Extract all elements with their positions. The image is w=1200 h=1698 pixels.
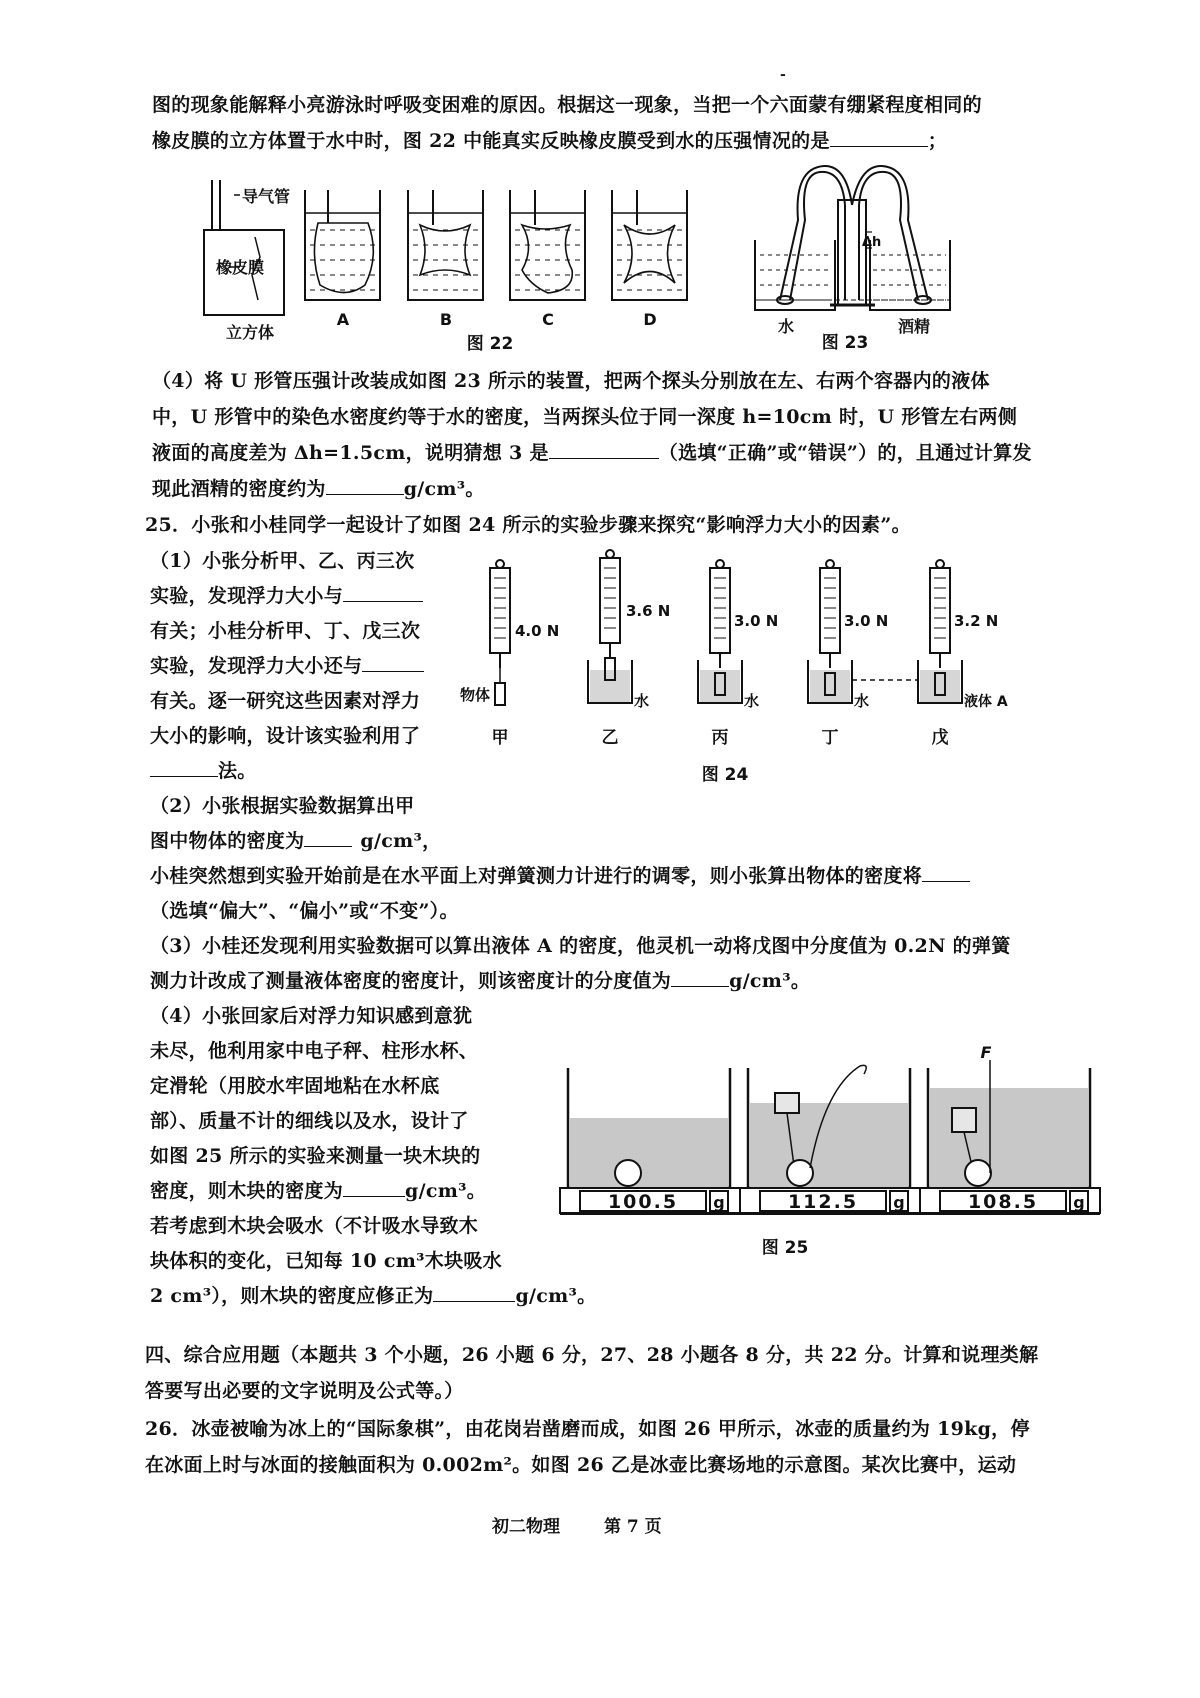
unit-text: g/cm³。 [403,478,485,500]
liquid-label-ding: 水 [854,692,870,710]
answer-blank[interactable] [671,968,729,987]
answer-blank[interactable] [150,758,218,777]
paragraph-line: 图的现象能解释小亮游泳时呼吸变困难的原因。根据这一现象，当把一个六面蒙有绷紧程度相同的 [152,94,982,116]
scale-unit-2: g [893,1193,905,1212]
paragraph-line [152,440,1032,466]
paragraph-line: 未尽，他利用家中电子秤、柱形水杯、 [150,1040,479,1062]
paragraph-line [150,1283,596,1309]
scale-unit-1: g [713,1193,725,1212]
footer-subject: 初二物理 [492,1517,560,1537]
cube-label: 立方体 [226,323,275,342]
meter-yi [588,550,632,703]
unit-text: g/cm³。 [515,1285,597,1307]
paragraph-line: 26．冰壶被喻为冰上的“国际象棋”，由花岗岩凿磨而成，如图 26 甲所示，冰壶的质量约为 19kg，停 [145,1418,1030,1440]
option-label-a: A [336,310,350,329]
question-text: 图中物体的密度为 [150,830,305,852]
paragraph-line [150,828,441,854]
answer-blank[interactable] [922,863,970,882]
paragraph-line [150,863,970,889]
paragraph-line: （选填“偏大”、“偏小”或“不变”）。 [150,900,459,922]
paragraph-line [150,583,423,609]
reading-yi: 3.6 N [626,602,671,620]
figure-23-caption: 图 23 [821,333,869,353]
section-heading: 答要写出必要的文字说明及公式等。） [145,1380,464,1402]
figure-22-caption: 图 22 [466,334,514,354]
paragraph-line: （1）小张分析甲、乙、丙三次 [150,550,415,572]
sublabel-bing: 丙 [711,728,729,748]
liquid-label-bing: 水 [744,692,760,710]
sublabel-jia: 甲 [491,728,509,748]
paragraph-line: 若考虑到木块会吸水（不计吸水导致木 [150,1215,479,1237]
question-text: 橡皮膜的立方体置于水中时，图 22 中能真实反映橡皮膜受到水的压强情况的是 [152,130,830,152]
option-label-c: C [542,310,554,329]
scale-reading-2: 112.5 [787,1191,859,1213]
question-text: 密度，则木块的密度为 [150,1180,344,1202]
answer-blank[interactable] [830,128,928,147]
paragraph-line: （3）小桂还发现利用实验数据可以算出液体 A 的密度，他灵机一动将戊图中分度值为 0.2N 的弹簧 [150,935,1011,957]
question-text: 实验，发现浮力大小还与 [150,655,363,677]
section-heading: 四、综合应用题（本题共 3 个小题，26 小题 6 分，27、28 小题各 8 分，共 22 分。计算和说理类解 [145,1344,1039,1366]
question-text: 2 cm³），则木块的密度应修正为 [150,1285,434,1307]
paragraph-line: 定滑轮（用胶水牢固地粘在水杯底 [150,1075,440,1097]
reading-ding: 3.0 N [844,612,889,630]
answer-blank[interactable] [326,476,404,495]
question-text: 现此酒精的密度约为 [152,478,326,500]
meter-jia [490,560,510,705]
scale-reading-1: 100.5 [607,1191,679,1213]
answer-blank[interactable] [433,1283,515,1302]
paragraph-line [152,476,485,502]
right-liquid-label: 酒精 [898,317,931,336]
question-text: 测力计改成了测量液体密度的密度计，则该密度计的分度值为 [150,970,672,992]
sublabel-ding: 丁 [821,728,839,748]
paragraph-line: 在冰面上时与冰面的接触面积为 0.002m²。如图 26 乙是冰壶比赛场地的示意图。某次比赛中，运动 [145,1454,1017,1476]
question-text: 液面的高度差为 Δh=1.5cm，说明猜想 3 是 [152,442,549,464]
paragraph-line: 如图 25 所示的实验来测量一块木块的 [150,1145,481,1167]
top-mark: - [780,67,787,83]
footer-page: 第 7 页 [604,1517,662,1537]
paragraph-line: （4）小张回家后对浮力知识感到意犹 [150,1005,473,1027]
tube-label: 导气管 [242,187,291,206]
object-label: 物体 [460,686,491,704]
paragraph-line: 部）、质量不计的细线以及水，设计了 [150,1110,469,1132]
paragraph-line: 大小的影响，设计该实验利用了 [150,725,421,747]
option-label-b: B [439,310,453,329]
reading-wu: 3.2 N [954,612,999,630]
paragraph-line [150,653,424,679]
paragraph-line: （2）小张根据实验数据算出甲 [150,795,415,817]
figure-25 [560,1043,1120,1278]
figure-23 [750,160,960,355]
paragraph-line [150,758,257,784]
answer-blank[interactable] [304,828,352,847]
beaker-c [510,190,585,300]
reading-bing: 3.0 N [734,612,779,630]
unit-text: g/cm³。 [729,970,811,992]
liquid-label-wu: 液体 A [964,694,1008,710]
beaker-d [612,190,687,300]
paragraph-line [150,1178,486,1204]
answer-blank[interactable] [549,440,659,459]
answer-blank[interactable] [343,583,423,602]
answer-blank[interactable] [362,653,424,672]
figure-24-caption: 图 24 [701,765,749,785]
left-liquid-label: 水 [778,317,795,336]
punctuation: ； [927,130,948,152]
paragraph-line: 有关。逐一研究这些因素对浮力 [150,690,421,712]
question-25-intro: 25．小张和小桂同学一起设计了如图 24 所示的实验步骤来探究“影响浮力大小的因素”。 [145,514,911,536]
question-text: 实验，发现浮力大小与 [150,585,344,607]
force-label: F [980,1043,992,1062]
beaker-a [305,190,380,300]
delta-h-label: Δh [862,235,882,250]
liquid-label-yi: 水 [634,692,650,710]
option-label-d: D [643,310,657,329]
paragraph-line: （4）将 U 形管压强计改装成如图 23 所示的装置，把两个探头分别放在左、右两个容器内的液体 [152,370,990,392]
paragraph-line [150,968,810,994]
membrane-label: 橡皮膜 [216,258,265,277]
sublabel-yi: 乙 [601,728,619,748]
unit-text: g/cm³。 [405,1180,487,1202]
paragraph-line: 块体积的变化，已知每 10 cm³木块吸水 [150,1250,502,1272]
scale-reading-3: 108.5 [967,1191,1039,1213]
question-text: （选填“正确”或“错误”）的，且通过计算发 [658,442,1032,464]
paragraph-line: 有关；小桂分析甲、丁、戊三次 [150,620,421,642]
figure-25-caption: 图 25 [761,1238,809,1258]
beaker-b [408,190,483,300]
unit-text: g/cm³， [360,830,442,852]
meter-bing [698,560,742,703]
figure-22 [200,175,740,365]
scale-unit-3: g [1073,1193,1085,1212]
meter-ding [808,560,918,703]
reading-jia: 4.0 N [515,622,560,640]
meter-wu [918,560,962,703]
answer-blank[interactable] [343,1178,405,1197]
paragraph-line [152,128,947,154]
sublabel-wu: 戊 [931,728,949,748]
paragraph-line: 中，U 形管中的染色水密度约等于水的密度，当两探头位于同一深度 h=10cm 时，U 形管左右两侧 [152,406,1018,428]
question-text: 小桂突然想到实验开始前是在水平面上对弹簧测力计进行的调零，则小张算出物体的密度将 [150,865,923,887]
question-text: 法。 [218,760,257,782]
figure-24 [460,548,1030,798]
